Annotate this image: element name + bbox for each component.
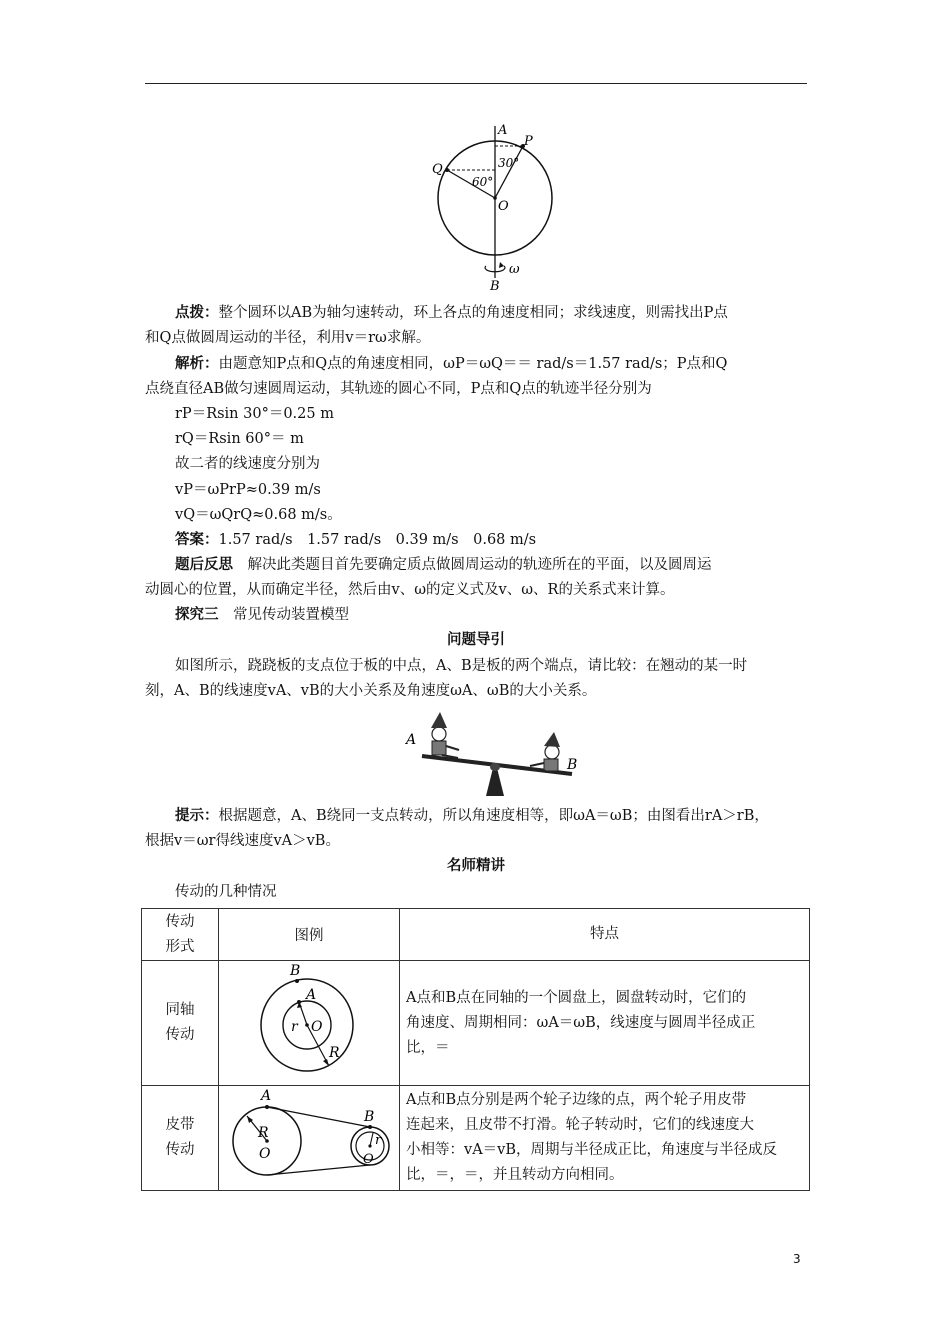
section-heading: 探究三 常见传动装置模型 <box>175 607 349 623</box>
belt-label-O1: O <box>259 1146 271 1162</box>
header-cell-form: 传动 形式 <box>142 909 219 961</box>
answer-line: 答案：1.57 rad/s 1.57 rad/s 0.39 m/s 0.68 m/s <box>175 532 537 548</box>
label-omega: ω <box>509 262 520 277</box>
para2-line3: rP＝Rsin 30°＝0.25 m <box>175 406 334 422</box>
header-rule <box>145 83 807 84</box>
coaxial-label-B: B <box>290 963 301 979</box>
table-row <box>142 961 810 1086</box>
belt-diagram <box>219 1086 399 1186</box>
question-line1: 如图所示，跷跷板的支点位于板的中点，A、B是板的两个端点，请比较：在翘动的某一时 <box>175 658 748 674</box>
question-line2: 刻，A、B的线速度vA、vB的大小关系及角速度ωA、ωB的大小关系。 <box>145 683 597 699</box>
label-O: O <box>498 199 509 214</box>
label-angle60: 60° <box>472 175 494 189</box>
label-P: P <box>524 134 533 149</box>
label-angle30: 30° <box>498 156 520 170</box>
reflection-line2: 动圆心的位置，从而确定半径，然后由v、ω的定义式及v、ω、R的关系式来计算。 <box>145 582 675 598</box>
coaxial-label-O: O <box>311 1019 323 1035</box>
para2-line4: rQ＝Rsin 60°＝ m <box>175 431 304 447</box>
hint-line2: 根据v＝ωr得线速度vA＞vB。 <box>145 833 340 849</box>
header-cell-feature: 特点 <box>400 909 810 961</box>
para2-line5: 故二者的线速度分别为 <box>175 456 320 472</box>
para1-line1: 点拨：整个圆环以AB为轴匀速转动，环上各点的角速度相同；求线速度，则需找出P点 <box>175 305 728 321</box>
belt-label-A: A <box>261 1088 272 1104</box>
para2-line6: vP＝ωPrP≈0.39 m/s <box>175 482 321 498</box>
coaxial-diagram <box>219 961 399 1081</box>
seesaw-label-B: B <box>567 757 578 773</box>
belt-label-R: R <box>258 1125 269 1141</box>
hint-line1: 提示：根据题意，A、B绕同一支点转动，所以角速度相等，即ωA＝ωB；由图看出rA＞rB， <box>175 808 769 824</box>
header-cell-figure: 图例 <box>219 909 400 961</box>
table-row <box>142 1086 810 1191</box>
page-number: 3 <box>793 1252 801 1266</box>
coaxial-label-A: A <box>306 987 317 1003</box>
para2-line7: vQ＝ωQrQ≈0.68 m/s。 <box>175 507 342 523</box>
row2-figure <box>219 1086 400 1191</box>
row1-name: 同轴 传动 <box>142 961 219 1086</box>
row2-feature: A点和B点分别是两个轮子边缘的点，两个轮子用皮带 连起来，且皮带不打滑。轮子转动时，它们的线速度大 小相等：vA＝vB，周期与半径成正比，角速度与半径成反 比，＝，＝，并且转动方向相同。 <box>400 1086 810 1191</box>
belt-label-r: r <box>375 1133 382 1148</box>
label-B: B <box>490 279 500 294</box>
row2-name: 皮带 传动 <box>142 1086 219 1191</box>
belt-label-B: B <box>364 1109 375 1125</box>
heading-teacher-explain: 名师精讲 <box>447 858 505 874</box>
seesaw-diagram <box>404 710 584 798</box>
heading-question-guide: 问题导引 <box>447 632 505 648</box>
row1-figure <box>219 961 400 1086</box>
reflection-line1: 题后反思 解决此类题目首先要确定质点做圆周运动的轨迹所在的平面，以及圆周运 <box>175 557 712 573</box>
coaxial-label-r: r <box>291 1019 298 1035</box>
row1-feature: A点和B点在同轴的一个圆盘上，圆盘转动时，它们的 角速度、周期相同：ωA＝ωB，线速度与圆周半径成正 比，＝ <box>400 961 810 1086</box>
belt-label-O2: O <box>363 1152 374 1167</box>
seesaw-label-A: A <box>406 732 417 748</box>
table-caption: 传动的几种情况 <box>175 884 277 900</box>
transmission-table <box>141 908 810 1191</box>
label-Q: Q <box>432 162 443 177</box>
para2-line2: 点绕直径AB做匀速圆周运动，其轨迹的圆心不同，P点和Q点的轨迹半径分别为 <box>145 381 652 397</box>
label-A: A <box>498 123 508 138</box>
ring-diagram <box>420 118 570 296</box>
table-header-row <box>142 909 810 961</box>
para1-line2: 和Q点做圆周运动的半径，利用v＝rω求解。 <box>145 330 431 346</box>
para2-line1: 解析：由题意知P点和Q点的角速度相同，ωP＝ωQ＝＝ rad/s＝1.57 rad/s；P点和Q <box>175 356 728 372</box>
coaxial-label-R: R <box>329 1045 340 1061</box>
